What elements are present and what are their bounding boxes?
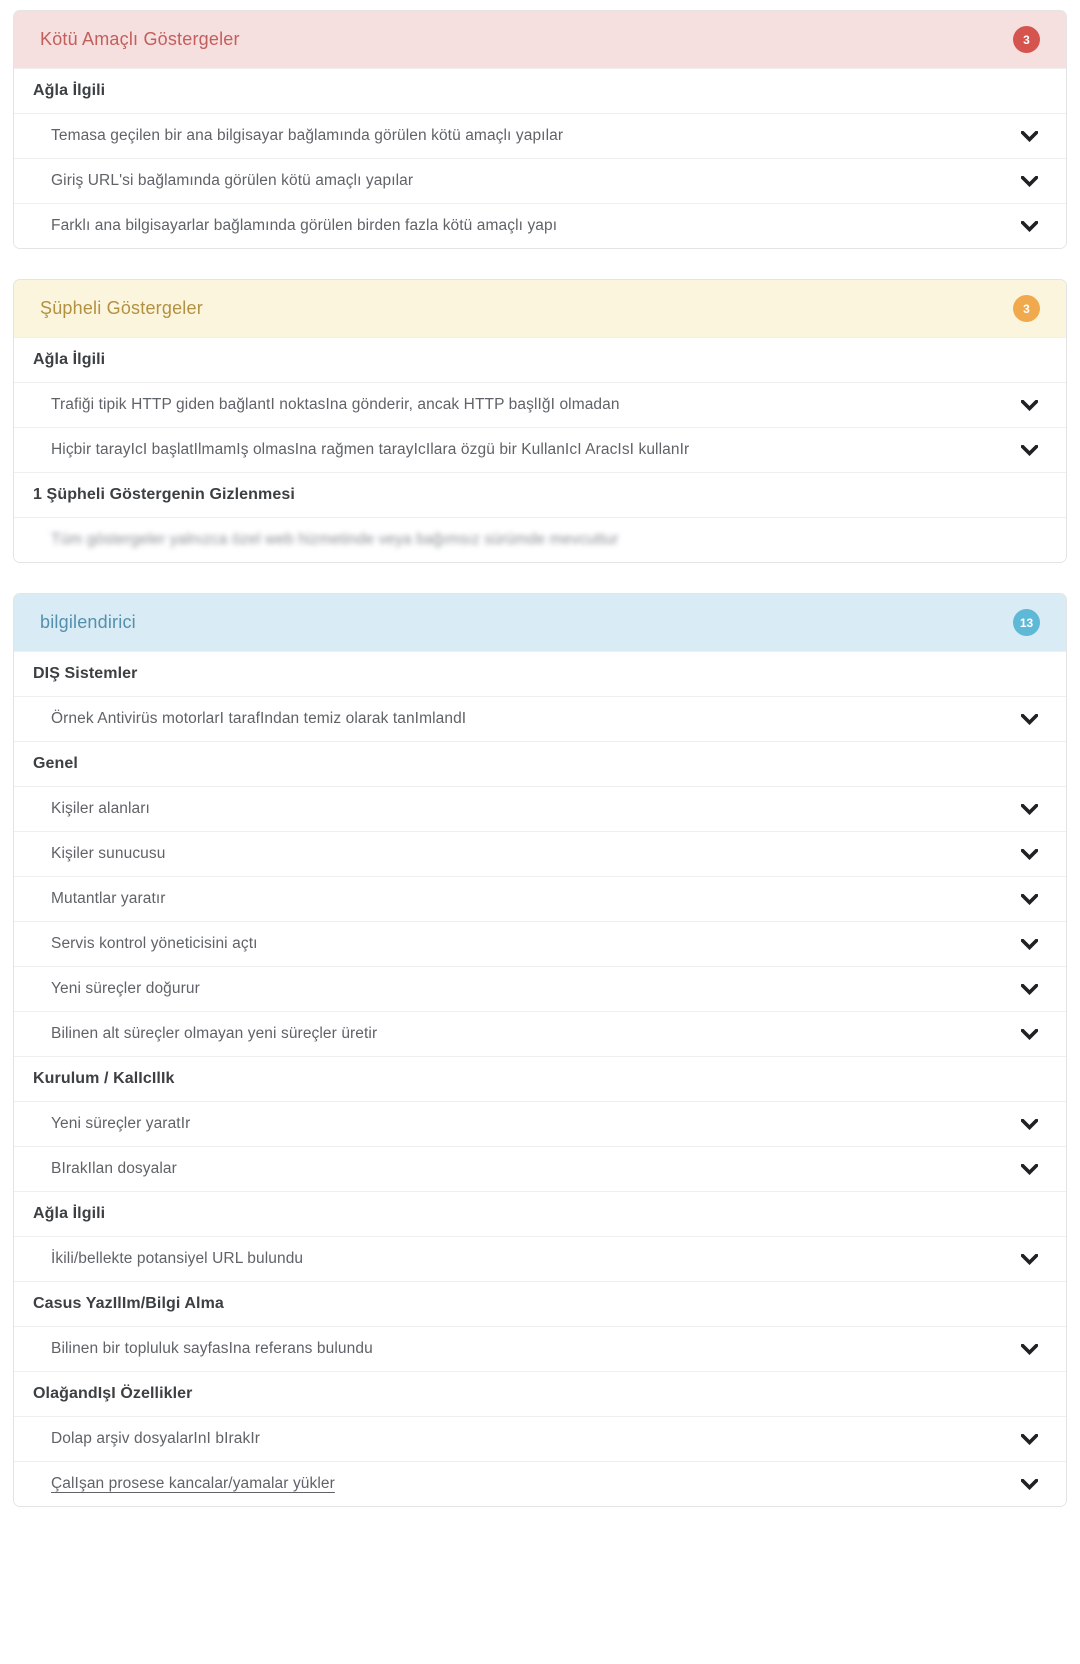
section-malicious xyxy=(13,10,1067,249)
indicator-label: Mutantlar yaratır xyxy=(51,890,166,907)
chevron-down-icon[interactable] xyxy=(1021,131,1038,142)
indicator-label: Bilinen bir topluluk sayfasIna referans bulundu xyxy=(51,1340,373,1357)
chevron-down-icon[interactable] xyxy=(1021,804,1038,815)
section-suspicious xyxy=(13,279,1067,563)
indicator-label: Servis kontrol yöneticisini açtı xyxy=(51,935,258,952)
section-header[interactable] xyxy=(14,11,1066,68)
chevron-down-icon[interactable] xyxy=(1021,1434,1038,1445)
indicator-row[interactable] xyxy=(14,696,1066,741)
section-title: Kötü Amaçlı Göstergeler xyxy=(40,29,240,49)
section-header[interactable] xyxy=(14,594,1066,651)
indicator-row[interactable] xyxy=(14,203,1066,248)
indicator-count-badge: 3 xyxy=(1013,26,1040,53)
section-body xyxy=(14,337,1066,562)
category-heading: Kurulum / KalIcIlIk xyxy=(14,1056,1066,1101)
section-header[interactable] xyxy=(14,280,1066,337)
chevron-down-icon[interactable] xyxy=(1021,849,1038,860)
chevron-down-icon[interactable] xyxy=(1021,445,1038,456)
indicator-row[interactable] xyxy=(14,1101,1066,1146)
indicator-row[interactable] xyxy=(14,1416,1066,1461)
indicator-row[interactable] xyxy=(14,1461,1066,1506)
section-body xyxy=(14,651,1066,1506)
indicator-label: Trafiği tipik HTTP giden bağlantI noktasIna gönderir, ancak HTTP başlIğI olmadan xyxy=(51,396,620,413)
section-body xyxy=(14,68,1066,248)
indicator-count-badge: 13 xyxy=(1013,609,1040,636)
indicator-row[interactable] xyxy=(14,113,1066,158)
indicator-row[interactable] xyxy=(14,158,1066,203)
indicator-label: BIrakIlan dosyalar xyxy=(51,1160,177,1177)
indicator-row[interactable] xyxy=(14,876,1066,921)
category-heading: Genel xyxy=(14,741,1066,786)
indicator-label: ÇalIşan prosese kancalar/yamalar yükler xyxy=(51,1475,335,1492)
chevron-down-icon[interactable] xyxy=(1021,176,1038,187)
indicator-label: Temasa geçilen bir ana bilgisayar bağlamında görülen kötü amaçlı yapılar xyxy=(51,127,564,144)
category-heading: 1 Şüpheli Göstergenin Gizlenmesi xyxy=(14,472,1066,517)
chevron-down-icon[interactable] xyxy=(1021,714,1038,725)
category-heading: Ağla İlgili xyxy=(14,1191,1066,1236)
indicator-label: Örnek Antivirüs motorlarI tarafIndan temiz olarak tanImlandI xyxy=(51,710,467,727)
category-heading: OlağandIşI Özellikler xyxy=(14,1371,1066,1416)
indicator-row[interactable] xyxy=(14,1326,1066,1371)
chevron-down-icon[interactable] xyxy=(1021,400,1038,411)
indicator-label: Yeni süreçler yaratIr xyxy=(51,1115,191,1132)
indicator-label: Farklı ana bilgisayarlar bağlamında görülen birden fazla kötü amaçlı yapı xyxy=(51,217,558,234)
chevron-down-icon[interactable] xyxy=(1021,939,1038,950)
indicator-row[interactable] xyxy=(14,921,1066,966)
indicator-row[interactable] xyxy=(14,966,1066,1011)
section-title: bilgilendirici xyxy=(40,612,136,632)
chevron-down-icon[interactable] xyxy=(1021,1029,1038,1040)
chevron-down-icon[interactable] xyxy=(1021,1254,1038,1265)
indicator-row[interactable] xyxy=(14,427,1066,472)
indicator-row[interactable] xyxy=(14,1236,1066,1281)
category-heading: Ağla İlgili xyxy=(14,68,1066,113)
indicator-label: Dolap arşiv dosyalarInI bIrakIr xyxy=(51,1430,260,1447)
indicator-label: Tüm göstergeler yalnızca özel web hizmetinde veya bağımsız sürümde mevcuttur xyxy=(51,531,619,548)
indicator-count-badge: 3 xyxy=(1013,295,1040,322)
indicator-row[interactable] xyxy=(14,382,1066,427)
chevron-down-icon[interactable] xyxy=(1021,1164,1038,1175)
category-heading: DIŞ Sistemler xyxy=(14,651,1066,696)
chevron-down-icon[interactable] xyxy=(1021,1344,1038,1355)
section-title: Şüpheli Göstergeler xyxy=(40,298,203,318)
chevron-down-icon[interactable] xyxy=(1021,221,1038,232)
indicator-label: Hiçbir tarayIcI başlatIlmamIş olmasIna rağmen tarayIcIlara özgü bir KullanIcI AracIsI kullanIr xyxy=(51,441,690,458)
indicator-row[interactable] xyxy=(14,1011,1066,1056)
indicator-label: Giriş URL'si bağlamında görülen kötü amaçlı yapılar xyxy=(51,172,414,189)
indicator-row xyxy=(14,517,1066,562)
category-heading: Casus YazIlIm/Bilgi Alma xyxy=(14,1281,1066,1326)
indicator-label: Kişiler alanları xyxy=(51,800,150,817)
indicator-label: Yeni süreçler doğurur xyxy=(51,980,200,997)
indicator-label: Bilinen alt süreçler olmayan yeni süreçler üretir xyxy=(51,1025,378,1042)
chevron-down-icon[interactable] xyxy=(1021,1479,1038,1490)
indicator-label: İkili/bellekte potansiyel URL bulundu xyxy=(51,1250,304,1267)
chevron-down-icon[interactable] xyxy=(1021,894,1038,905)
indicator-label: Kişiler sunucusu xyxy=(51,845,166,862)
section-informative xyxy=(13,593,1067,1507)
indicator-row[interactable] xyxy=(14,1146,1066,1191)
chevron-down-icon[interactable] xyxy=(1021,1119,1038,1130)
chevron-down-icon[interactable] xyxy=(1021,984,1038,995)
indicator-row[interactable] xyxy=(14,831,1066,876)
category-heading: Ağla İlgili xyxy=(14,337,1066,382)
indicator-row[interactable] xyxy=(14,786,1066,831)
